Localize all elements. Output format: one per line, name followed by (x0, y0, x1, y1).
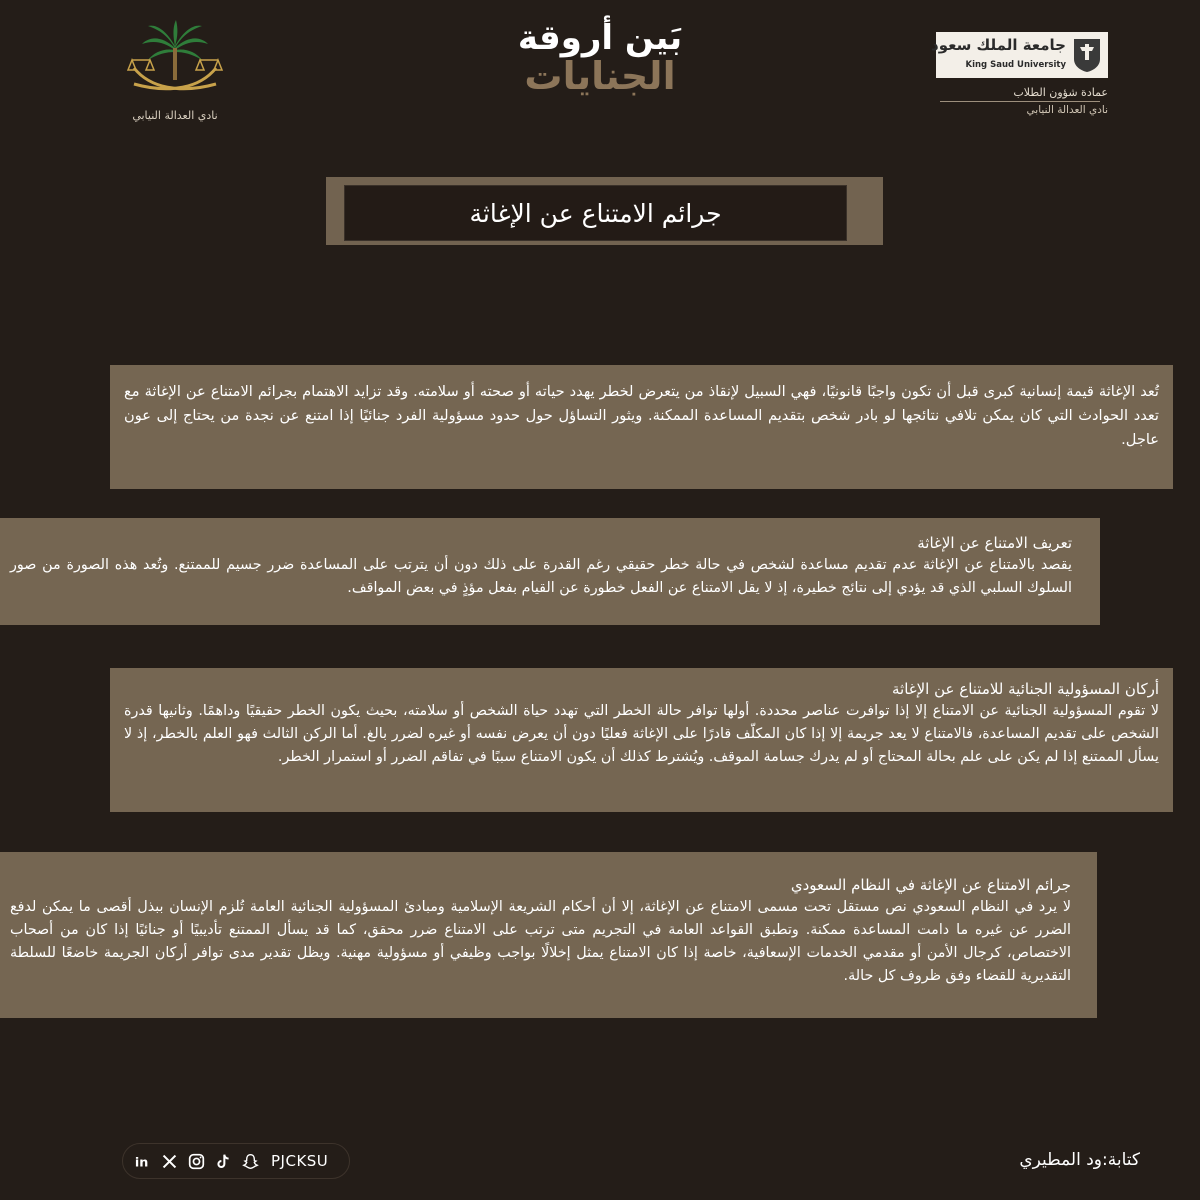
elements-heading: أركان المسؤولية الجنائية للامتناع عن الإغاثة (891, 680, 1159, 698)
university-logo-box (931, 32, 1108, 78)
social-handle[interactable]: PJCKSU (271, 1152, 329, 1170)
title-frame (326, 177, 883, 245)
university-logo (930, 28, 1130, 123)
elements-text: لا تقوم المسؤولية الجنائية عن الامتناع إلا إذا توافرت عناصر محددة. أولها توافر حالة الخطر التي تهدد حياة الشخص أو سلامته، بحيث يكون الخطر حقيقيًا وداهمًا. وثانيها قدرة الشخص على تقديم المساعدة، فالامتناع لا يعد جريمة إلا إذا كان المكلّف قادرًا على الإغاثة فعليًا دون أن يعرض نفسه أو غيره لضرر بالغ. أما الركن الثالث فهو العلم بالخطر، إذ لا يسأل الممتنع إذا لم يكن على علم بحالة المحتاج أو لم يدرك جسامة الموقف. ويُشترط كذلك أن يكون الامتناع سببًا في تفاقم الضرر أو استمرار الخطر. (124, 703, 1159, 765)
svg-text:in: in (134, 1155, 148, 1170)
palm-swords-emblem-icon (120, 18, 230, 113)
club-logo-name: نادي العدالة النيابي (132, 109, 218, 122)
definition-panel (0, 518, 1100, 625)
author-credit: كتابة:ود المطيري (1019, 1150, 1140, 1170)
page-title: جرائم الامتناع عن الإغاثة (469, 198, 722, 228)
university-crest-icon (1072, 37, 1102, 73)
social-links (122, 1143, 350, 1179)
tiktok-icon[interactable] (214, 1152, 232, 1170)
intro-text: تُعد الإغاثة قيمة إنسانية كبرى قبل أن تكون واجبًا قانونيًا، فهي السبيل لإنقاذ من يتعرض لخطر يهدد حياته أو صحته أو سلامته. وقد تزايد الاهتمام بجرائم الامتناع عن الإغاثة مع تعدد الحوادث التي كان يمكن تلافي نتائجها لو بادر شخص بتقديم المساعدة الممكنة. ويثور التساؤل حول حدود مسؤولية الفرد جنائيًا إذا امتنع عن نجدة من يحتاج إلى عون عاجل. (124, 383, 1159, 448)
x-icon[interactable] (160, 1152, 178, 1170)
elements-panel (110, 668, 1173, 812)
masthead-line-1: بَين أروقة (517, 18, 683, 58)
university-name-ar: جامعة الملك سعود (931, 36, 1066, 54)
linkedin-icon[interactable] (133, 1152, 151, 1170)
title-box (344, 185, 847, 241)
university-name-en: King Saud University (965, 60, 1066, 70)
snapchat-icon[interactable] (241, 1152, 259, 1170)
saudi-law-panel (0, 852, 1097, 1018)
club-name: نادي العدالة النيابي (1026, 104, 1108, 116)
deanship-name: عمادة شؤون الطلاب (1013, 86, 1108, 99)
club-logo (110, 18, 240, 128)
definition-text: يقصد بالامتناع عن الإغاثة عدم تقديم مساعدة لشخص في حالة خطر حقيقي رغم القدرة على ذلك دون أن يترتب على المساعدة ضرر جسيم للممتنع. وتُعد هذه الصورة من صور السلوك السلبي الذي قد يؤدي إلى نتائج خطيرة، إذ لا يقل الامتناع عن الفعل خطورة عن القيام بفعل مؤذٍ في بعض المواقف. (10, 557, 1072, 596)
masthead (480, 18, 720, 118)
saudi-law-text: لا يرد في النظام السعودي نص مستقل تحت مسمى الامتناع عن الإغاثة، إلا أن أحكام الشريعة الإسلامية ومبادئ المسؤولية الجنائية العامة تُلزم الإنسان ببذل أقصى ما يمكن لدفع الضرر عن غيره ما دامت المساعدة ممكنة. وتطبق القواعد العامة في التجريم متى ترتب على الامتناع ضرر محقق، كما قد يسأل الممتنع تأديبيًا أو جنائيًا إذا كان من أصحاب الاختصاص، كرجال الأمن أو مقدمي الخدمات الإسعافية، خاصة إذا كان الامتناع يمثل إخلالًا بواجب وظيفي أو مسؤولية مهنية. ويظل تقدير مدى توافر أركان الجريمة خاضعًا للسلطة التقديرية للقضاء وفق ظروف كل حالة. (10, 899, 1071, 984)
intro-panel (110, 365, 1173, 489)
definition-heading: تعريف الامتناع عن الإغاثة (917, 534, 1072, 552)
instagram-icon[interactable] (187, 1152, 205, 1170)
logo-divider (940, 101, 1100, 102)
saudi-law-heading: جرائم الامتناع عن الإغاثة في النظام السعودي (790, 876, 1071, 894)
masthead-line-2: الجنايات (524, 54, 676, 98)
